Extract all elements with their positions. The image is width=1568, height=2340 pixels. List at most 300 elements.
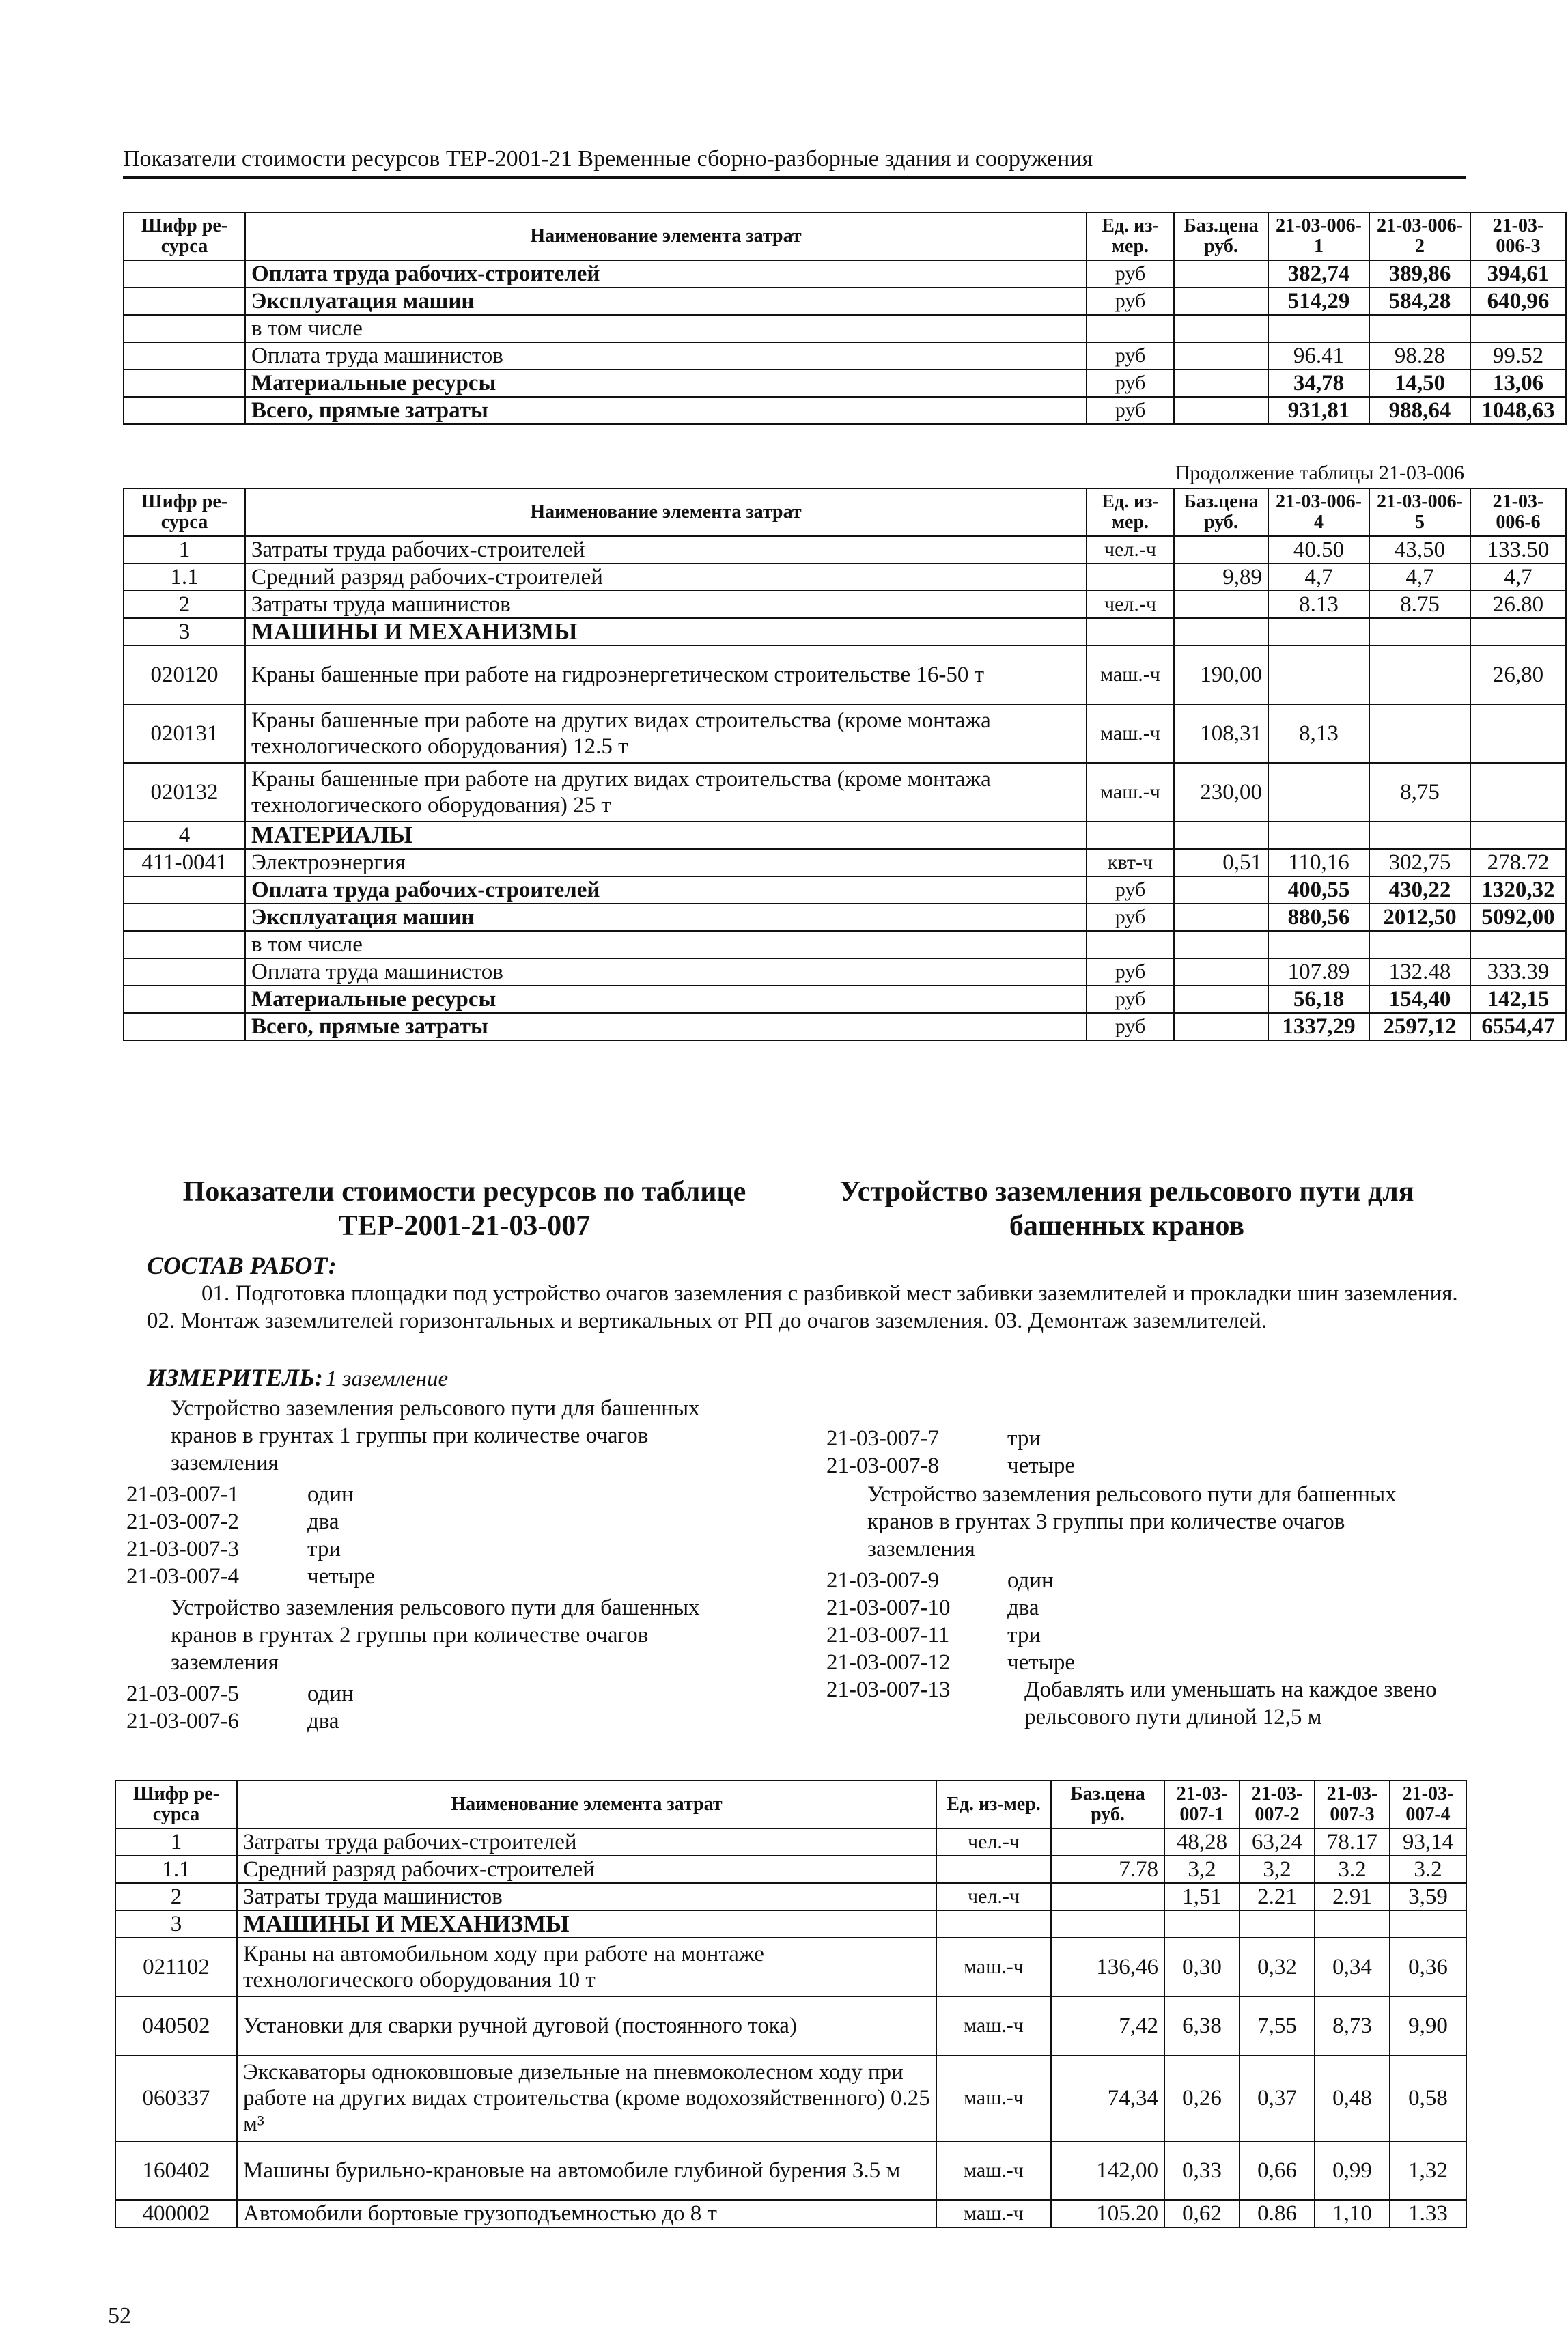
base-price: 7.78 <box>1051 1856 1164 1883</box>
item-code: 21-03-007-9 <box>826 1568 939 1593</box>
column-header: Наименование элемента затрат <box>245 212 1087 260</box>
value-cell: 132.48 <box>1369 958 1470 986</box>
item-label: четыре <box>1007 1650 1075 1675</box>
table-row <box>124 260 1566 288</box>
item-label: два <box>307 1709 339 1733</box>
table-continuation-caption: Продолжение таблицы 21-03-006 <box>1175 462 1464 484</box>
base-price <box>1174 618 1268 645</box>
table-row <box>124 1013 1566 1040</box>
resource-code: 400002 <box>115 2200 237 2227</box>
item-label: один <box>307 1482 354 1507</box>
base-price: 108,31 <box>1174 704 1268 763</box>
base-price <box>1174 260 1268 288</box>
resource-code: 021102 <box>115 1938 237 1996</box>
unit: квт-ч <box>1087 849 1174 876</box>
item-label: три <box>1007 1623 1041 1647</box>
table-row <box>124 822 1566 849</box>
resource-code: 411-0041 <box>124 849 245 876</box>
base-price <box>1174 904 1268 931</box>
value-cell <box>1390 1910 1466 1938</box>
cost-element-name: МАШИНЫ И МЕХАНИЗМЫ <box>237 1910 936 1938</box>
header-row <box>124 212 1566 260</box>
value-cell: 1,10 <box>1315 2200 1390 2227</box>
item-code: 21-03-007-7 <box>826 1426 939 1451</box>
resource-code <box>124 931 245 958</box>
list-item <box>126 1563 741 1590</box>
value-cell <box>1470 704 1566 763</box>
table-row <box>124 397 1566 424</box>
value-cell: 394,61 <box>1470 260 1566 288</box>
section-title-right: Устройство заземления рельсового пути для башенных кранов <box>839 1176 1414 1242</box>
base-price <box>1174 397 1268 424</box>
value-cell: 3,59 <box>1390 1883 1466 1910</box>
value-cell: 278.72 <box>1470 849 1566 876</box>
value-cell: 9,90 <box>1390 1996 1466 2055</box>
base-price <box>1174 986 1268 1013</box>
resource-code: 2 <box>124 591 245 618</box>
unit <box>936 1910 1051 1938</box>
base-price <box>1174 1013 1268 1040</box>
group-3-items <box>826 1567 1468 1731</box>
table-row <box>124 931 1566 958</box>
meter-value: 1 заземление <box>325 1367 449 1391</box>
cost-table-007 <box>115 1780 1467 2228</box>
resource-code <box>124 876 245 904</box>
value-cell: 382,74 <box>1268 260 1369 288</box>
cost-element-name: Всего, прямые затраты <box>245 397 1087 424</box>
table-row <box>115 1883 1466 1910</box>
list-item <box>126 1708 741 1735</box>
value-cell: 0,48 <box>1315 2055 1390 2141</box>
value-cell: 8,73 <box>1315 1996 1390 2055</box>
table-row <box>115 2200 1466 2227</box>
group-2-continued-items <box>826 1425 1468 1479</box>
cost-element-name: Затраты труда машинистов <box>237 1883 936 1910</box>
resource-code <box>124 1013 245 1040</box>
value-cell: 1320,32 <box>1470 876 1566 904</box>
item-code: 21-03-007-4 <box>126 1564 239 1589</box>
cost-element-name: МАШИНЫ И МЕХАНИЗМЫ <box>245 618 1087 645</box>
meter-line <box>147 1363 448 1393</box>
value-cell: 40.50 <box>1268 536 1369 563</box>
base-price <box>1174 342 1268 370</box>
value-cell: 6554,47 <box>1470 1013 1566 1040</box>
base-price <box>1051 1883 1164 1910</box>
column-header: 21-03-007-3 <box>1315 1781 1390 1828</box>
cost-element-name: Затраты труда машинистов <box>245 591 1087 618</box>
cost-element-name: Материальные ресурсы <box>245 370 1087 397</box>
unit: руб <box>1087 288 1174 315</box>
cost-element-name: Электроэнергия <box>245 849 1087 876</box>
column-header: Ед. из-мер. <box>1087 488 1174 536</box>
resource-code: 1.1 <box>124 563 245 591</box>
item-label: три <box>307 1537 341 1561</box>
resource-code: 4 <box>124 822 245 849</box>
base-price <box>1174 591 1268 618</box>
item-label: четыре <box>307 1564 375 1589</box>
table-row <box>124 876 1566 904</box>
value-cell: 1,51 <box>1164 1883 1240 1910</box>
resource-code: 2 <box>115 1883 237 1910</box>
unit: маш.-ч <box>936 1938 1051 1996</box>
base-price: 7,42 <box>1051 1996 1164 2055</box>
cost-element-name: Оплата труда машинистов <box>245 958 1087 986</box>
list-item <box>826 1452 1468 1479</box>
column-header: 21-03-007-1 <box>1164 1781 1240 1828</box>
value-cell <box>1268 315 1369 342</box>
unit: руб <box>1087 342 1174 370</box>
unit: руб <box>1087 876 1174 904</box>
cost-element-name: Эксплуатация машин <box>245 288 1087 315</box>
value-cell <box>1268 822 1369 849</box>
resource-code <box>124 958 245 986</box>
base-price <box>1174 822 1268 849</box>
value-cell: 3,2 <box>1164 1856 1240 1883</box>
unit: маш.-ч <box>936 1996 1051 2055</box>
unit: маш.-ч <box>1087 763 1174 822</box>
table-row <box>115 2141 1466 2200</box>
group-1-text: Устройство заземления рельсового пути для башенных кранов в грунтах 1 группы при количестве очагов заземления <box>171 1396 700 1475</box>
unit: руб <box>1087 397 1174 424</box>
unit: маш.-ч <box>1087 704 1174 763</box>
resource-code: 060337 <box>115 2055 237 2141</box>
page-number: 52 <box>108 2303 131 2328</box>
value-cell: 133.50 <box>1470 536 1566 563</box>
cost-element-name: Оплата труда рабочих-строителей <box>245 876 1087 904</box>
column-header: 21-03-006-4 <box>1268 488 1369 536</box>
base-price <box>1051 1910 1164 1938</box>
item-code: 21-03-007-10 <box>826 1596 951 1620</box>
value-cell: 3,2 <box>1240 1856 1315 1883</box>
cost-element-name: Автомобили бортовые грузоподъемностью до 8 т <box>237 2200 936 2227</box>
item-code: 21-03-007-2 <box>126 1509 239 1534</box>
value-cell: 110,16 <box>1268 849 1369 876</box>
resource-code <box>124 370 245 397</box>
value-cell: 1.33 <box>1390 2200 1466 2227</box>
value-cell <box>1268 618 1369 645</box>
base-price: 230,00 <box>1174 763 1268 822</box>
value-cell: 2.91 <box>1315 1883 1390 1910</box>
value-cell: 389,86 <box>1369 260 1470 288</box>
unit <box>1087 822 1174 849</box>
value-cell: 0,66 <box>1240 2141 1315 2200</box>
table-row <box>115 2055 1466 2141</box>
table-row <box>124 904 1566 931</box>
value-cell: 98.28 <box>1369 342 1470 370</box>
value-cell: 26.80 <box>1470 591 1566 618</box>
value-cell: 2597,12 <box>1369 1013 1470 1040</box>
group-1-items <box>126 1481 741 1590</box>
table-row <box>124 342 1566 370</box>
value-cell: 2.21 <box>1240 1883 1315 1910</box>
base-price <box>1174 536 1268 563</box>
value-cell: 3.2 <box>1315 1856 1390 1883</box>
value-cell <box>1164 1910 1240 1938</box>
table-row <box>124 315 1566 342</box>
value-cell <box>1369 315 1470 342</box>
cost-element-name: Всего, прямые затраты <box>245 1013 1087 1040</box>
item-code: 21-03-007-6 <box>126 1709 239 1733</box>
resource-code <box>124 260 245 288</box>
column-header: 21-03-007-4 <box>1390 1781 1466 1828</box>
cost-element-name: Затраты труда рабочих-строителей <box>237 1828 936 1856</box>
list-item <box>126 1535 741 1563</box>
group-2-text: Устройство заземления рельсового пути для башенных кранов в грунтах 2 группы при количестве очагов заземления <box>171 1596 700 1675</box>
column-header: 21-03-007-2 <box>1240 1781 1315 1828</box>
unit <box>1087 618 1174 645</box>
table-row <box>115 1996 1466 2055</box>
column-header: 21-03-006-2 <box>1369 212 1470 260</box>
column-header: Шифр ре-сурса <box>124 212 245 260</box>
value-cell: 0,26 <box>1164 2055 1240 2141</box>
resource-code: 3 <box>115 1910 237 1938</box>
resource-code: 020131 <box>124 704 245 763</box>
value-cell <box>1369 618 1470 645</box>
resource-code: 020132 <box>124 763 245 822</box>
value-cell: 988,64 <box>1369 397 1470 424</box>
value-cell <box>1268 763 1369 822</box>
cost-table-006-1-3 <box>123 212 1567 425</box>
meter-label: ИЗМЕРИТЕЛЬ: <box>147 1364 323 1391</box>
list-item <box>126 1680 741 1708</box>
column-header: Баз.цена руб. <box>1174 212 1268 260</box>
resource-code: 020120 <box>124 645 245 704</box>
base-price: 136,46 <box>1051 1938 1164 1996</box>
unit: чел.-ч <box>936 1828 1051 1856</box>
resource-code <box>124 986 245 1013</box>
value-cell: 514,29 <box>1268 288 1369 315</box>
value-cell: 8,75 <box>1369 763 1470 822</box>
header-row <box>124 488 1566 536</box>
value-cell: 400,55 <box>1268 876 1369 904</box>
value-cell: 99.52 <box>1470 342 1566 370</box>
item-label: два <box>307 1509 339 1534</box>
value-cell: 880,56 <box>1268 904 1369 931</box>
list-item <box>826 1567 1468 1594</box>
resource-code <box>124 315 245 342</box>
table-row <box>124 763 1566 822</box>
column-header: 21-03-006-5 <box>1369 488 1470 536</box>
base-price <box>1174 876 1268 904</box>
value-cell: 0,99 <box>1315 2141 1390 2200</box>
column-header: Наименование элемента затрат <box>237 1781 936 1828</box>
value-cell: 4,7 <box>1369 563 1470 591</box>
list-item <box>826 1649 1468 1676</box>
cost-element-name: Материальные ресурсы <box>245 986 1087 1013</box>
resource-code: 3 <box>124 618 245 645</box>
resource-code <box>124 904 245 931</box>
value-cell: 333.39 <box>1470 958 1566 986</box>
value-cell <box>1240 1910 1315 1938</box>
resource-code: 1 <box>124 536 245 563</box>
value-cell: 14,50 <box>1369 370 1470 397</box>
item-label: Добавлять или уменьшать на каждое звено рельсового пути длиной 12,5 м <box>1024 1677 1437 1729</box>
cost-element-name: Оплата труда рабочих-строителей <box>245 260 1087 288</box>
base-price: 105.20 <box>1051 2200 1164 2227</box>
column-header: Баз.цена руб. <box>1174 488 1268 536</box>
value-cell <box>1268 645 1369 704</box>
table-row <box>124 563 1566 591</box>
value-cell: 56,18 <box>1268 986 1369 1013</box>
item-code: 21-03-007-12 <box>826 1650 951 1675</box>
value-cell: 7,55 <box>1240 1996 1315 2055</box>
header-rule <box>123 176 1466 179</box>
column-header: Ед. из-мер. <box>936 1781 1051 1828</box>
base-price <box>1051 1828 1164 1856</box>
table-row <box>124 958 1566 986</box>
cost-element-name: Средний разряд рабочих-строителей <box>237 1856 936 1883</box>
column-header: Ед. из-мер. <box>1087 212 1174 260</box>
item-label: два <box>1007 1596 1039 1620</box>
item-label: один <box>1007 1568 1054 1593</box>
value-cell: 8.13 <box>1268 591 1369 618</box>
header-row <box>115 1781 1466 1828</box>
value-cell: 6,38 <box>1164 1996 1240 2055</box>
value-cell <box>1369 645 1470 704</box>
resource-code: 160402 <box>115 2141 237 2200</box>
item-code: 21-03-007-8 <box>826 1453 939 1478</box>
value-cell: 0,34 <box>1315 1938 1390 1996</box>
value-cell: 0,37 <box>1240 2055 1315 2141</box>
value-cell <box>1470 618 1566 645</box>
unit: маш.-ч <box>936 2200 1051 2227</box>
list-item <box>826 1425 1468 1452</box>
resource-code <box>124 342 245 370</box>
table-row <box>115 1828 1466 1856</box>
base-price: 74,34 <box>1051 2055 1164 2141</box>
unit: руб <box>1087 260 1174 288</box>
value-cell <box>1369 704 1470 763</box>
unit: чел.-ч <box>1087 536 1174 563</box>
group-3-text: Устройство заземления рельсового пути для башенных кранов в грунтах 3 группы при количестве очагов заземления <box>867 1482 1397 1561</box>
unit: руб <box>1087 904 1174 931</box>
value-cell: 43,50 <box>1369 536 1470 563</box>
cost-element-name: Краны башенные при работе на других видах строительства (кроме монтажа технологического оборудования) 25 т <box>245 763 1087 822</box>
unit: маш.-ч <box>936 2141 1051 2200</box>
item-code: 21-03-007-11 <box>826 1623 950 1647</box>
value-cell: 3.2 <box>1390 1856 1466 1883</box>
value-cell <box>1470 931 1566 958</box>
value-cell: 584,28 <box>1369 288 1470 315</box>
section-title-left: Показатели стоимости ресурсов по таблице ТЕР-2001-21-03-007 <box>182 1176 746 1242</box>
value-cell: 1048,63 <box>1470 397 1566 424</box>
cost-table-006-4-6 <box>123 488 1567 1041</box>
column-header: 21-03-006-1 <box>1268 212 1369 260</box>
unit: руб <box>1087 1013 1174 1040</box>
value-cell: 93,14 <box>1390 1828 1466 1856</box>
table-row <box>124 370 1566 397</box>
unit: руб <box>1087 986 1174 1013</box>
value-cell: 107.89 <box>1268 958 1369 986</box>
value-cell: 0,62 <box>1164 2200 1240 2227</box>
value-cell: 0,32 <box>1240 1938 1315 1996</box>
table-row <box>115 1856 1466 1883</box>
cost-element-name: Оплата труда машинистов <box>245 342 1087 370</box>
base-price: 190,00 <box>1174 645 1268 704</box>
work-composition-label: СОСТАВ РАБОТ: <box>147 1252 337 1279</box>
cost-element-name: Краны башенные при работе на гидроэнергетическом строительстве 16-50 т <box>245 645 1087 704</box>
item-code: 21-03-007-1 <box>126 1482 239 1507</box>
unit <box>1087 563 1174 591</box>
value-cell: 13,06 <box>1470 370 1566 397</box>
item-label: один <box>307 1682 354 1706</box>
cost-element-name: Установки для сварки ручной дуговой (постоянного тока) <box>237 1996 936 2055</box>
value-cell: 0,33 <box>1164 2141 1240 2200</box>
value-cell: 4,7 <box>1470 563 1566 591</box>
value-cell: 2012,50 <box>1369 904 1470 931</box>
column-header: Шифр ре-сурса <box>124 488 245 536</box>
base-price <box>1174 931 1268 958</box>
base-price <box>1174 370 1268 397</box>
base-price: 9,89 <box>1174 563 1268 591</box>
running-header: Показатели стоимости ресурсов ТЕР-2001-21 Временные сборно-разборные здания и сооружения <box>123 146 1093 171</box>
list-item <box>126 1481 741 1508</box>
value-cell: 5092,00 <box>1470 904 1566 931</box>
value-cell: 142,15 <box>1470 986 1566 1013</box>
value-cell: 1,32 <box>1390 2141 1466 2200</box>
base-price <box>1174 315 1268 342</box>
resource-code <box>124 288 245 315</box>
base-price <box>1174 958 1268 986</box>
list-item <box>126 1508 741 1535</box>
cost-element-name: в том числе <box>245 315 1087 342</box>
table-row <box>124 591 1566 618</box>
cost-element-name: Машины бурильно-крановые на автомобиле глубиной бурения 3.5 м <box>237 2141 936 2200</box>
value-cell: 63,24 <box>1240 1828 1315 1856</box>
cost-element-name: Затраты труда рабочих-строителей <box>245 536 1087 563</box>
value-cell <box>1470 763 1566 822</box>
cost-element-name: Краны на автомобильном ходу при работе на монтаже технологического оборудования 10 т <box>237 1938 936 1996</box>
value-cell: 302,75 <box>1369 849 1470 876</box>
resource-code: 1 <box>115 1828 237 1856</box>
list-item <box>826 1621 1468 1649</box>
table-row <box>124 986 1566 1013</box>
unit <box>1087 315 1174 342</box>
table-row <box>124 536 1566 563</box>
value-cell <box>1369 822 1470 849</box>
unit: руб <box>1087 370 1174 397</box>
value-cell: 931,81 <box>1268 397 1369 424</box>
value-cell: 640,96 <box>1470 288 1566 315</box>
list-item <box>826 1594 1468 1621</box>
cost-element-name: Краны башенные при работе на других видах строительства (кроме монтажа технологического оборудования) 12.5 т <box>245 704 1087 763</box>
unit: чел.-ч <box>936 1883 1051 1910</box>
value-cell <box>1268 931 1369 958</box>
item-code: 21-03-007-13 <box>826 1677 951 1702</box>
column-header: Наименование элемента затрат <box>245 488 1087 536</box>
value-cell: 26,80 <box>1470 645 1566 704</box>
cost-element-name: в том числе <box>245 931 1087 958</box>
column-header: Баз.цена руб. <box>1051 1781 1164 1828</box>
resource-code: 1.1 <box>115 1856 237 1883</box>
group-2-items <box>126 1680 741 1735</box>
value-cell: 96.41 <box>1268 342 1369 370</box>
table-row <box>115 1910 1466 1938</box>
value-cell: 78.17 <box>1315 1828 1390 1856</box>
base-price <box>1174 288 1268 315</box>
table-row <box>124 618 1566 645</box>
table-row <box>115 1938 1466 1996</box>
value-cell <box>1315 1910 1390 1938</box>
table-row <box>124 288 1566 315</box>
table-row <box>124 704 1566 763</box>
resource-code: 040502 <box>115 1996 237 2055</box>
cost-element-name: Экскаваторы одноковшовые дизельные на пневмоколесном ходу при работе на других видах строительства (кроме водохозяйственного) 0.25 м³ <box>237 2055 936 2141</box>
list-item <box>826 1676 1468 1731</box>
base-price: 142,00 <box>1051 2141 1164 2200</box>
unit: маш.-ч <box>1087 645 1174 704</box>
item-code: 21-03-007-5 <box>126 1682 239 1706</box>
